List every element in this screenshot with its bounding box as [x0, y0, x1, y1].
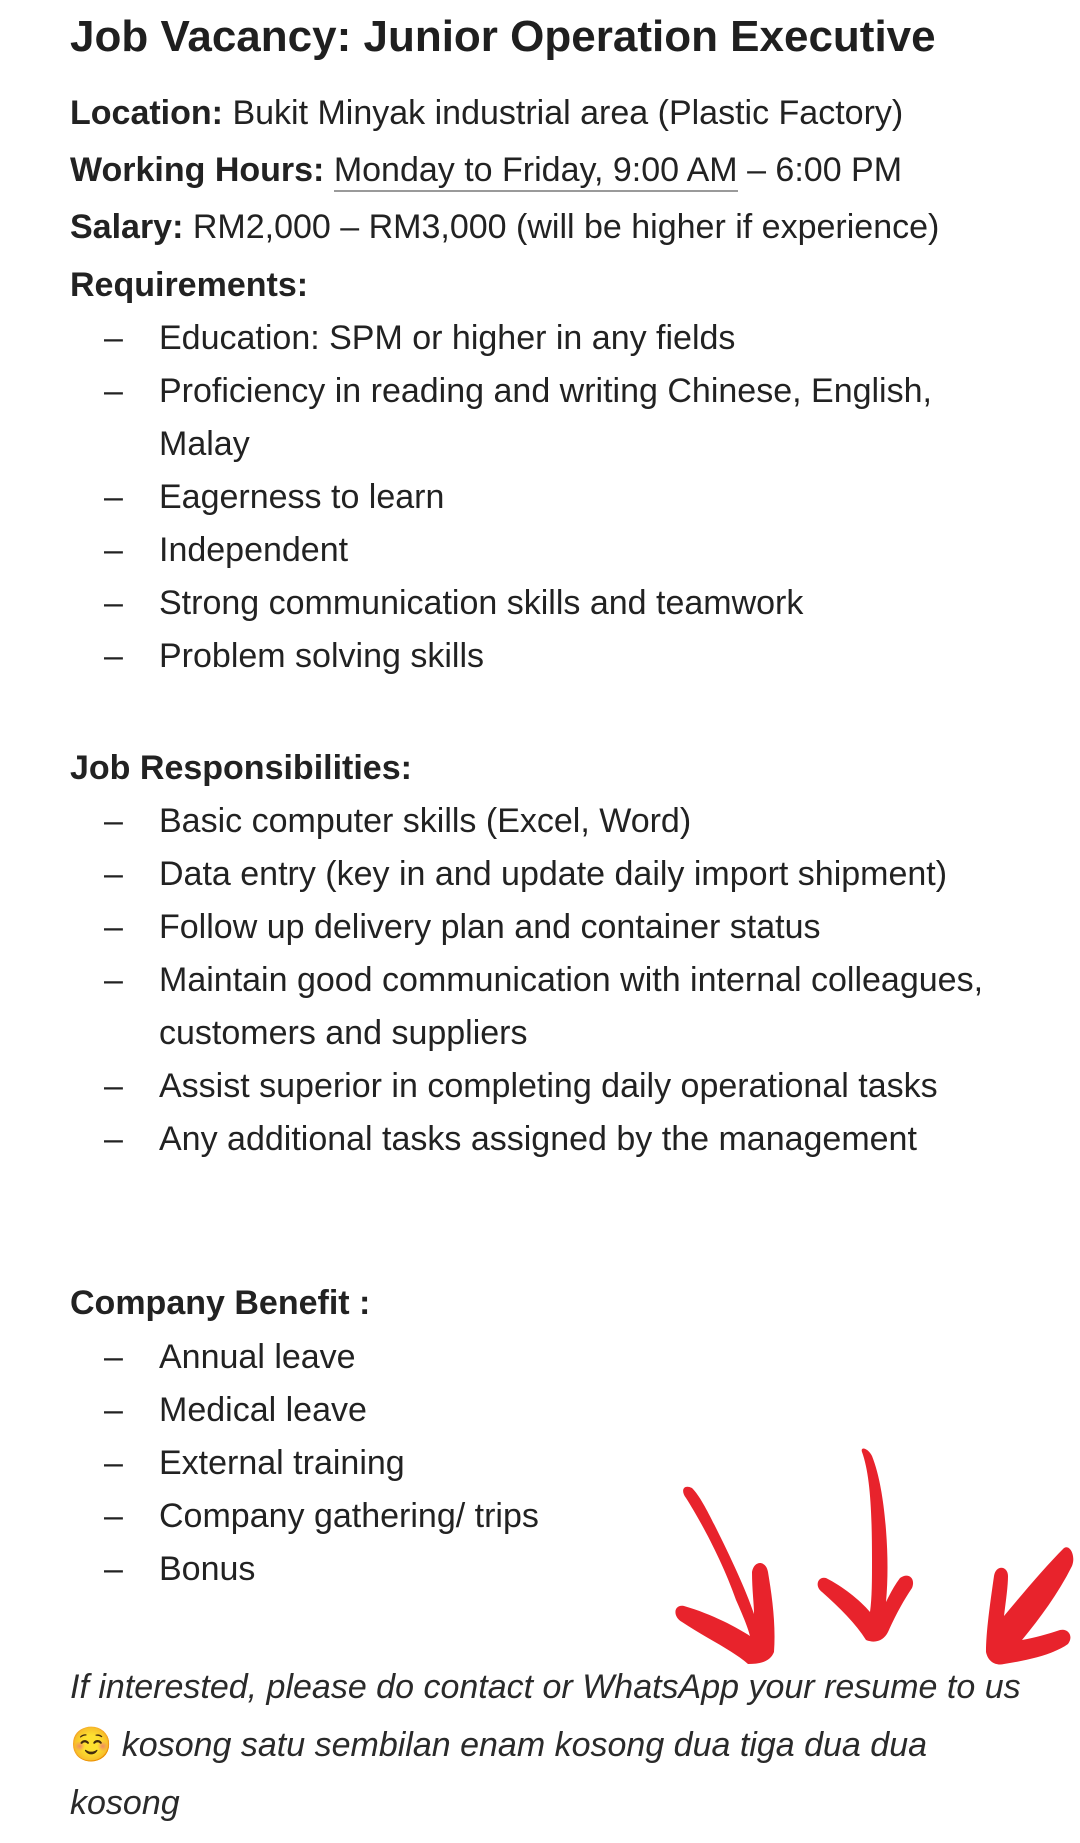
dash-marker: – — [104, 478, 123, 516]
list-item: – Medical leave — [70, 1384, 1030, 1437]
dash-marker: – — [104, 1338, 123, 1376]
list-item: – Data entry (key in and update daily import shipment) — [70, 848, 1030, 901]
dash-marker: – — [104, 1497, 123, 1535]
dash-marker: – — [104, 961, 123, 999]
list-item: – Any additional tasks assigned by the management — [70, 1113, 1030, 1166]
list-item: – Education: SPM or higher in any fields — [70, 312, 1030, 365]
benefits-heading: Company Benefit : — [70, 1284, 371, 1322]
working-hours-line — [70, 151, 902, 190]
contact-text: If interested, please do contact or WhatsApp your resume to us — [70, 1668, 1021, 1706]
list-item: – Strong communication skills and teamwork — [70, 577, 1030, 630]
list-item: – Maintain good communication with internal colleagues, customers and suppliers — [70, 954, 1030, 1060]
dash-marker: – — [104, 1391, 123, 1429]
dash-marker: – — [104, 802, 123, 840]
dash-marker: – — [104, 1550, 123, 1588]
contact-number-words: kosong satu sembilan enam kosong dua tiga dua dua kosong — [70, 1726, 928, 1822]
dash-marker: – — [104, 531, 123, 569]
dash-marker: – — [104, 1120, 123, 1158]
list-item: – Eagerness to learn — [70, 471, 1030, 524]
working-hours-link[interactable]: Monday to Friday, 9:00 AM — [334, 151, 738, 192]
dash-marker: – — [104, 908, 123, 946]
list-item: – Assist superior in completing daily operational tasks — [70, 1060, 1030, 1113]
list-item: – Annual leave — [70, 1331, 1030, 1384]
list-item: – Independent — [70, 524, 1030, 577]
dash-marker: – — [104, 855, 123, 893]
dash-marker: – — [104, 637, 123, 675]
dash-marker: – — [104, 319, 123, 357]
requirements-list — [70, 312, 1030, 683]
working-hours-end: – 6:00 PM — [737, 151, 903, 189]
responsibilities-list — [70, 795, 1030, 1166]
list-item: – Basic computer skills (Excel, Word) — [70, 795, 1030, 848]
list-item: – Proficiency in reading and writing Chinese, English, Malay — [70, 365, 1030, 471]
list-item: – Follow up delivery plan and container status — [70, 901, 1030, 954]
benefits-list — [70, 1331, 1030, 1596]
location-label: Location: — [70, 94, 223, 132]
requirements-heading: Requirements: — [70, 266, 309, 304]
list-item: – Company gathering/ trips — [70, 1490, 1030, 1543]
list-item: – Bonus — [70, 1543, 1030, 1596]
list-item: – Problem solving skills — [70, 630, 1030, 683]
contact-paragraph — [70, 1658, 1030, 1832]
dash-marker: – — [104, 584, 123, 622]
page-title: Job Vacancy: Junior Operation Executive — [70, 12, 936, 61]
smiling-face-icon: ☺️ — [70, 1726, 113, 1764]
list-item: – External training — [70, 1437, 1030, 1490]
salary-value: RM2,000 – RM3,000 (will be higher if experience) — [192, 208, 940, 246]
location-value: Bukit Minyak industrial area (Plastic Factory) — [232, 94, 904, 132]
dash-marker: – — [104, 372, 123, 410]
dash-marker: – — [104, 1444, 123, 1482]
salary-label: Salary: — [70, 208, 184, 246]
working-hours-label: Working Hours: — [70, 151, 325, 189]
salary-line — [70, 208, 939, 247]
location-line — [70, 94, 903, 133]
responsibilities-heading: Job Responsibilities: — [70, 749, 412, 787]
dash-marker: – — [104, 1067, 123, 1105]
